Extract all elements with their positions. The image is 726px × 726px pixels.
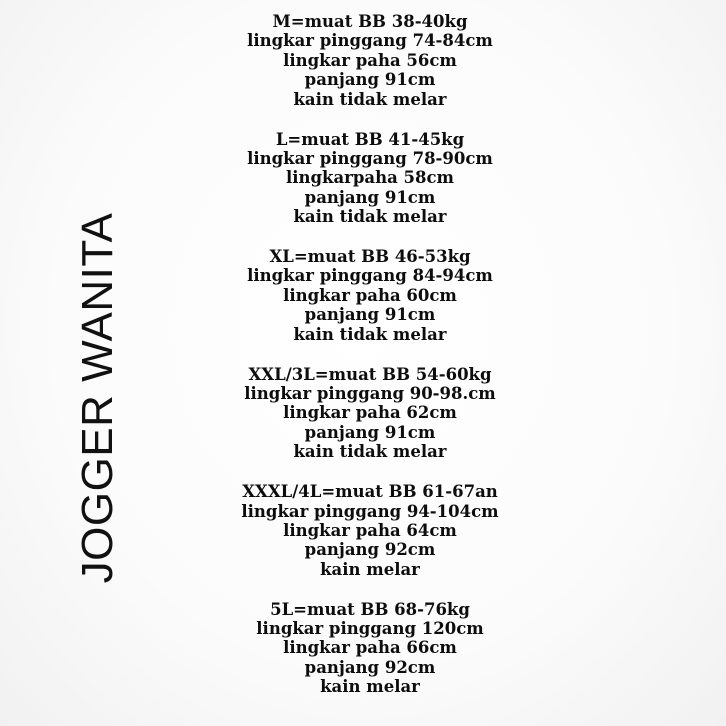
size-m-fabric: kain tidak melar xyxy=(293,89,447,109)
size-m-length: panjang 91cm xyxy=(304,70,436,90)
size-5l-fabric: kain melar xyxy=(320,677,420,697)
size-l-fabric: kain tidak melar xyxy=(293,207,447,227)
size-xxl-waist: lingkar pinggang 90-98.cm xyxy=(244,384,496,403)
product-title: JOGGER WANITA xyxy=(73,212,122,584)
size-xxl-thigh: lingkar paha 62cm xyxy=(283,403,457,423)
size-xl-waist: lingkar pinggang 84-94cm xyxy=(247,266,493,286)
size-xxxl-weight: XXXL/4L=muat BB 61-67an xyxy=(242,482,498,502)
size-chart xyxy=(170,12,570,717)
size-xxxl-thigh: lingkar paha 64cm xyxy=(283,520,457,540)
size-l-weight: L=muat BB 41-45kg xyxy=(275,129,465,149)
size-block-l xyxy=(170,130,570,227)
size-xl-thigh: lingkar paha 60cm xyxy=(283,285,457,305)
size-xxl-weight: XXL/3L=muat BB 54-60kg xyxy=(248,364,492,384)
size-l-thigh: lingkarpaha 58cm xyxy=(285,168,454,188)
size-m-weight: M=muat BB 38-40kg xyxy=(272,12,468,31)
size-xxxl-length: panjang 92cm xyxy=(304,540,436,560)
size-5l-length: panjang 92cm xyxy=(304,657,436,677)
size-5l-thigh: lingkar paha 66cm xyxy=(283,638,457,658)
size-xxxl-waist: lingkar pinggang 94-104cm xyxy=(241,501,499,521)
size-l-waist: lingkar pinggang 78-90cm xyxy=(247,148,493,168)
size-xxl-length: panjang 91cm xyxy=(304,422,436,442)
size-xl-weight: XL=muat BB 46-53kg xyxy=(269,247,471,267)
size-xxxl-fabric: kain melar xyxy=(320,559,420,579)
size-block-m xyxy=(170,12,570,109)
size-l-length: panjang 91cm xyxy=(304,187,436,207)
size-block-xxxl xyxy=(170,482,570,579)
size-block-xxl xyxy=(170,365,570,462)
size-xxl-fabric: kain tidak melar xyxy=(293,442,447,462)
size-5l-waist: lingkar pinggang 120cm xyxy=(256,619,484,639)
size-5l-weight: 5L=muat BB 68-76kg xyxy=(270,599,470,619)
size-m-thigh: lingkar paha 56cm xyxy=(283,50,457,70)
size-m-waist: lingkar pinggang 74-84cm xyxy=(247,31,493,51)
size-xl-length: panjang 91cm xyxy=(304,305,436,325)
size-block-xl xyxy=(170,247,570,344)
size-xl-fabric: kain tidak melar xyxy=(293,324,447,344)
size-block-5l xyxy=(170,600,570,697)
